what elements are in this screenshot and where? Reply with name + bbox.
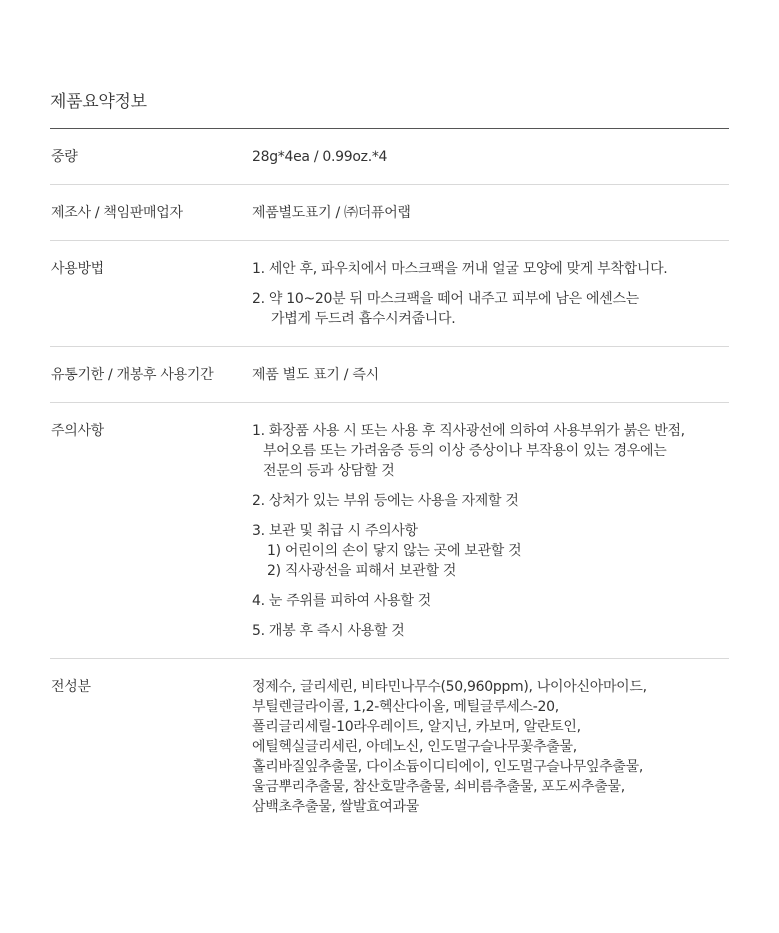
list-item-text: 4. 눈 주위를 피하여 사용할 것 xyxy=(252,593,431,609)
list-item-text: 1) 어린이의 손이 닿지 않는 곳에 보관할 것 xyxy=(267,543,522,559)
list-item-text: 전문의 등과 상담할 것 xyxy=(263,463,395,479)
list-item-text: 가볍게 두드려 흡수시켜줍니다. xyxy=(271,311,456,327)
list-item xyxy=(252,491,729,511)
list-item-text: 2) 직사광선을 피해서 보관할 것 xyxy=(267,563,457,579)
ingredients-line: 에틸헥실글리세린, 아데노신, 인도멀구슬나무꽃추출물, xyxy=(252,739,577,755)
list-item-text: 2. 약 10~20분 뒤 마스크팩을 떼어 내주고 피부에 남은 에센스는 xyxy=(252,291,639,307)
ingredients-line: 삼백초추출물, 쌀발효여과물 xyxy=(252,799,419,815)
ingredients-line: 울금뿌리추출물, 참산호말추출물, 쇠비름추출물, 포도씨추출물, xyxy=(252,779,625,795)
row-label: 유통기한 / 개봉후 사용기간 xyxy=(51,367,214,383)
info-row-weight xyxy=(50,129,729,185)
ingredients-list xyxy=(252,677,729,817)
list-item-text: 부어오름 또는 가려움증 등의 이상 증상이나 부작용이 있는 경우에는 xyxy=(263,443,667,459)
row-label: 사용방법 xyxy=(51,261,104,277)
product-summary xyxy=(50,88,729,834)
row-label: 주의사항 xyxy=(51,423,104,439)
list-item xyxy=(252,621,729,641)
list-item-text: 3. 보관 및 취급 시 주의사항 xyxy=(252,523,418,539)
row-label: 중량 xyxy=(51,149,78,165)
row-value: 28g*4ea / 0.99oz.*4 xyxy=(252,149,388,165)
list-item xyxy=(252,521,729,581)
info-row-manufacturer xyxy=(50,185,729,241)
info-row-cautions xyxy=(50,403,729,659)
row-label: 제조사 / 책임판매업자 xyxy=(51,205,183,221)
ingredients-line: 부틸렌글라이콜, 1,2-헥산다이올, 메틸글루세스-20, xyxy=(252,699,559,715)
list-item xyxy=(252,421,729,481)
info-row-usage xyxy=(50,241,729,347)
row-label: 전성분 xyxy=(51,679,91,695)
page-title: 제품요약정보 xyxy=(50,88,729,129)
ingredients-line: 정제수, 글리세린, 비타민나무수(50,960ppm), 나이아신아마이드, xyxy=(252,679,647,695)
info-row-expiry xyxy=(50,347,729,403)
info-row-ingredients xyxy=(50,659,729,834)
row-value: 제품 별도 표기 / 즉시 xyxy=(252,367,379,383)
list-item-text: 5. 개봉 후 즉시 사용할 것 xyxy=(252,623,405,639)
usage-list xyxy=(252,259,729,329)
list-item-text: 1. 화장품 사용 시 또는 사용 후 직사광선에 의하여 사용부위가 붉은 반점, xyxy=(252,423,685,439)
list-item xyxy=(252,591,729,611)
row-value: 제품별도표기 / ㈜더퓨어랩 xyxy=(252,205,411,221)
ingredients-line: 홀리바질잎추출물, 다이소듐이디티에이, 인도멀구슬나무잎추출물, xyxy=(252,759,644,775)
ingredients-line: 폴리글리세릴-10라우레이트, 알지닌, 카보머, 알란토인, xyxy=(252,719,581,735)
list-item xyxy=(252,289,729,329)
list-item-text: 2. 상처가 있는 부위 등에는 사용을 자제할 것 xyxy=(252,493,519,509)
list-item xyxy=(252,259,729,279)
list-item-text: 1. 세안 후, 파우치에서 마스크팩을 꺼내 얼굴 모양에 맞게 부착합니다. xyxy=(252,261,668,277)
cautions-list xyxy=(252,421,729,641)
